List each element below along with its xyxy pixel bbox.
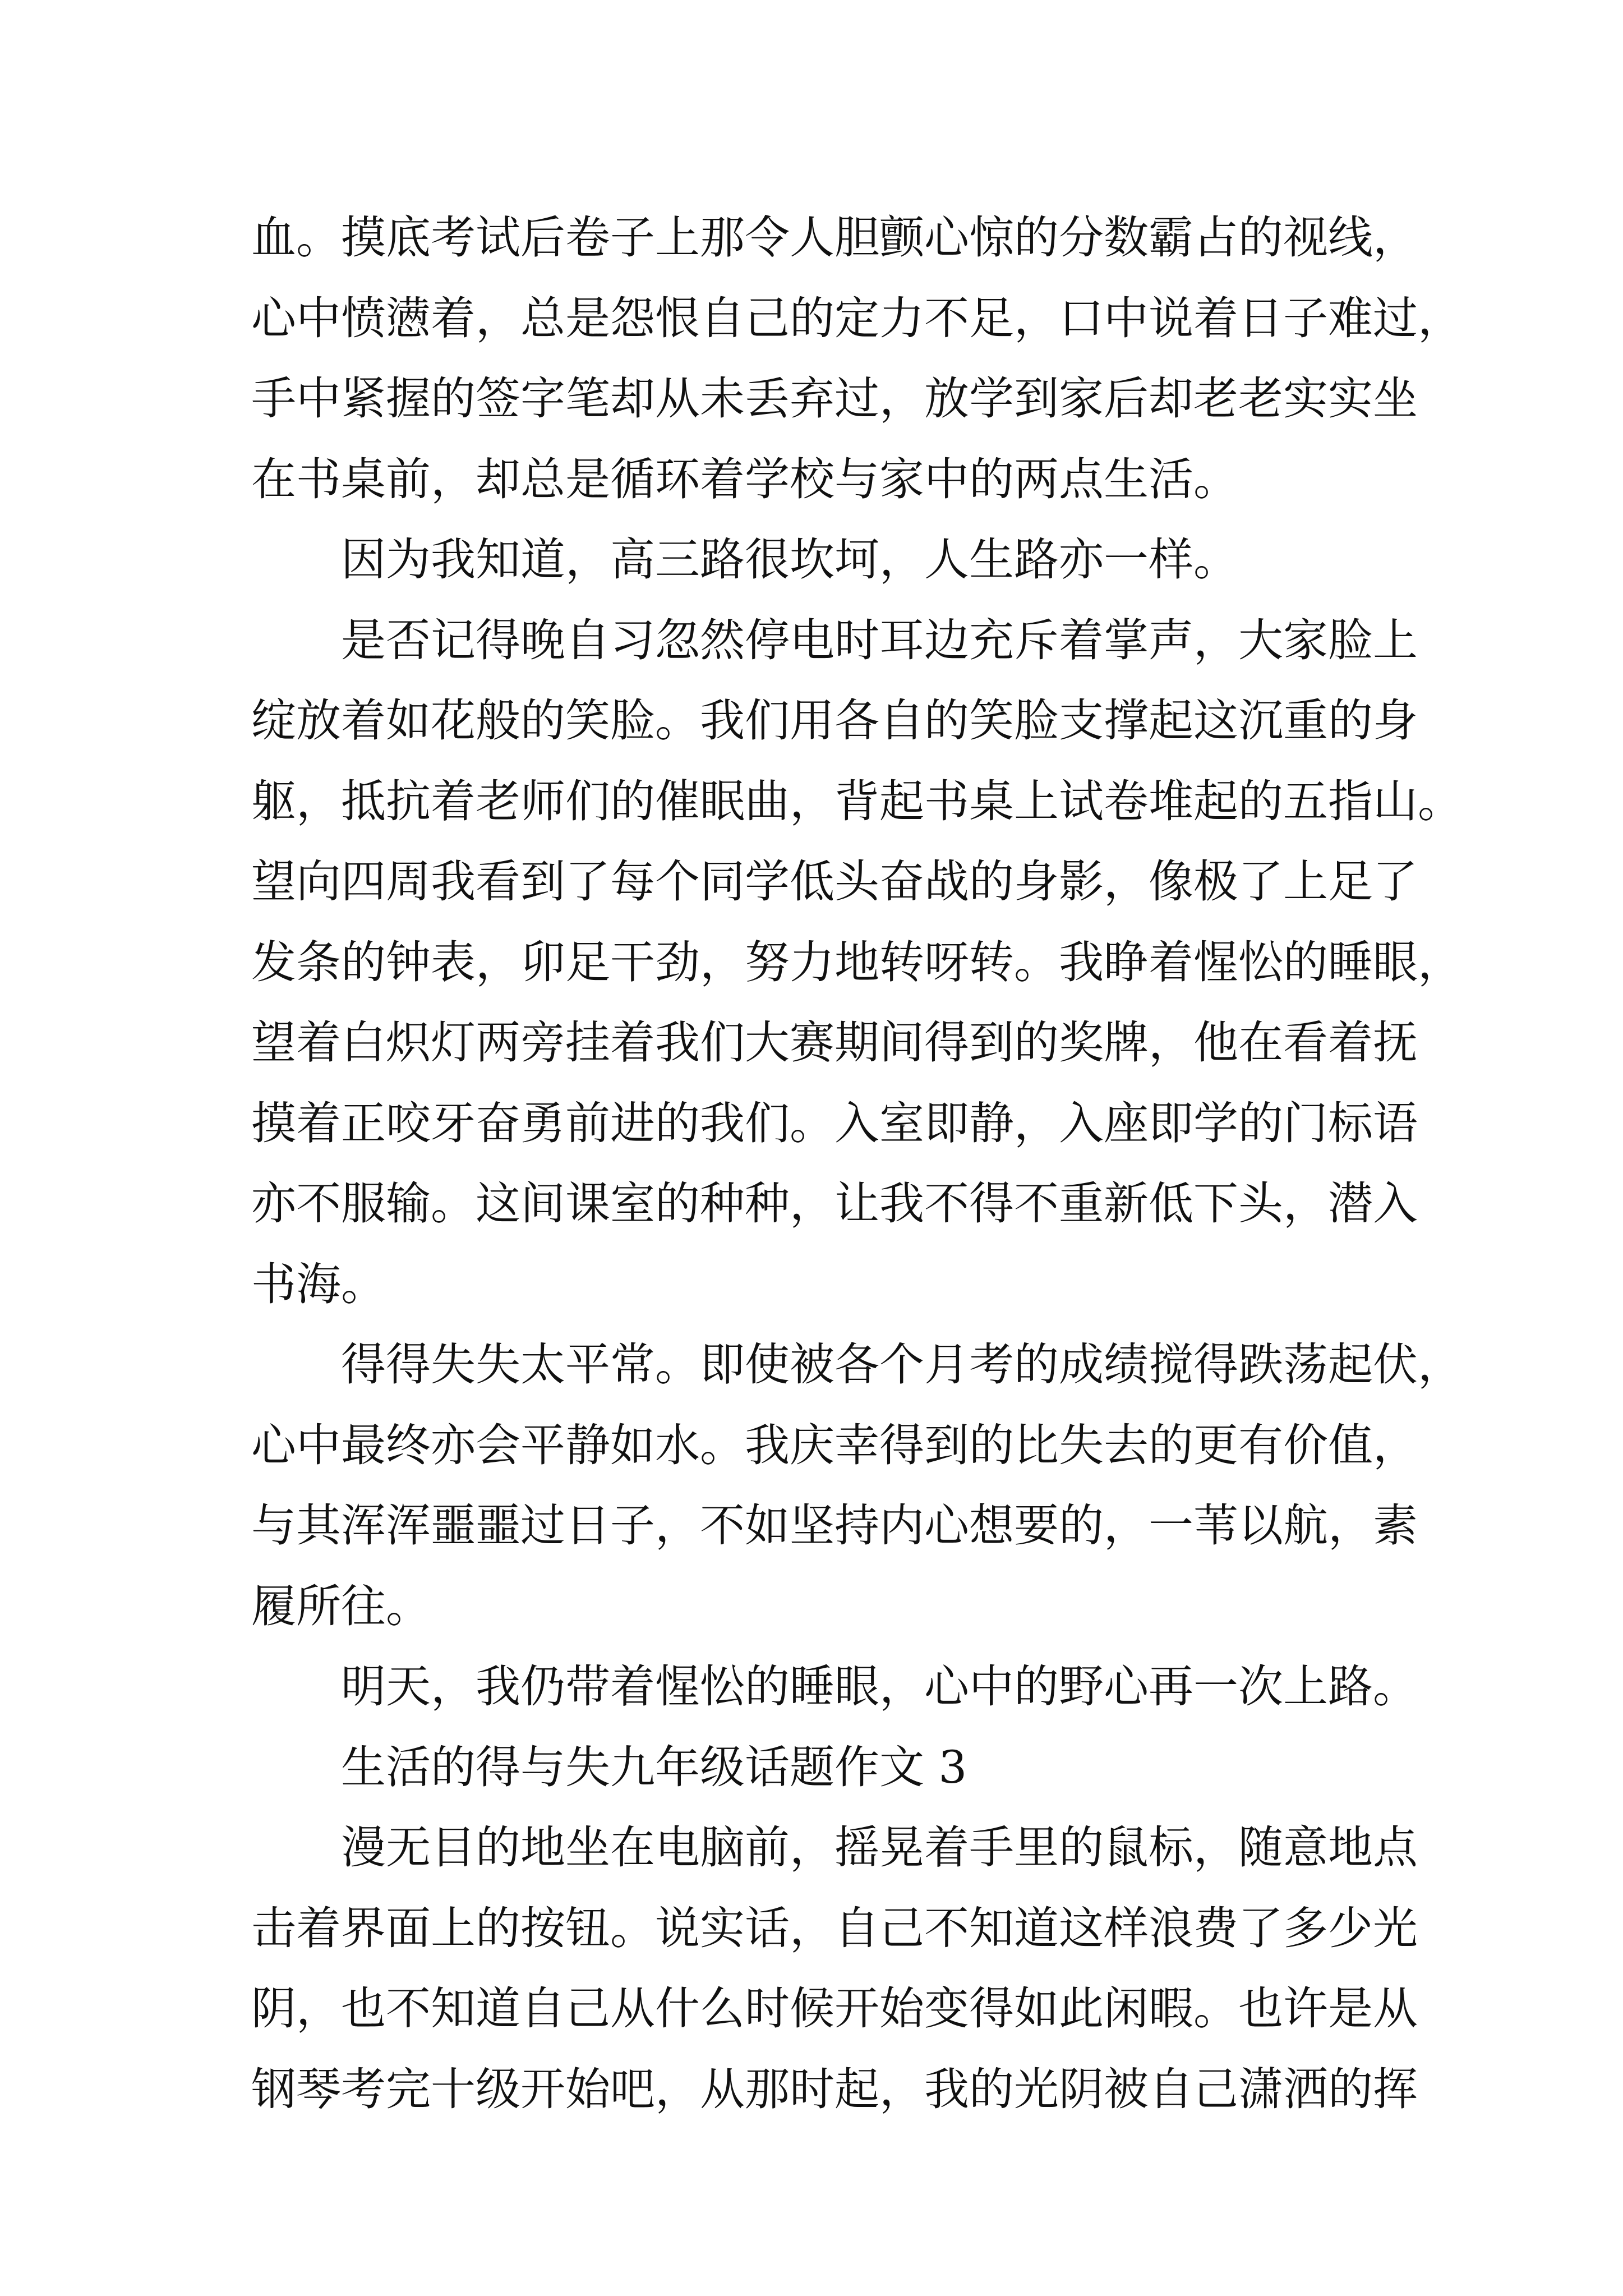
text-line: 发条的钟表，卯足干劲，努力地转呀转。我睁着惺忪的睡眼，	[251, 936, 1463, 988]
text-line: 血。摸底考试后卷子上那令人胆颤心惊的分数霸占的视线，	[251, 211, 1418, 264]
text-line: 手中紧握的签字笔却从未丢弃过，放学到家后却老老实实坐	[251, 372, 1418, 425]
text-line: 亦不服输。这间课室的种种，让我不得不重新低下头，潜入	[251, 1177, 1418, 1230]
text-line: 与其浑浑噩噩过日子，不如坚持内心想要的，一苇以航，素	[251, 1499, 1418, 1552]
text-line: 摸着正咬牙奋勇前进的我们。入室即静，入座即学的门标语	[251, 1097, 1418, 1149]
text-line: 击着界面上的按钮。说实话，自己不知道这样浪费了多少光	[251, 1902, 1418, 1954]
text-line: 明天，我仍带着惺忪的睡眼，心中的野心再一次上路。	[341, 1660, 1418, 1713]
text-line: 漫无目的地坐在电脑前，摇晃着手里的鼠标，随意地点	[341, 1821, 1418, 1874]
text-line: 得得失失太平常。即使被各个月考的成绩搅得跌荡起伏，	[341, 1338, 1463, 1391]
text-line: 心中愤懑着，总是怨恨自己的定力不足，口中说着日子难过，	[251, 292, 1463, 344]
body-text	[251, 197, 1463, 2129]
text-line: 望着白炽灯两旁挂着我们大赛期间得到的奖牌，他在看着抚	[251, 1016, 1418, 1069]
text-line: 因为我知道，高三路很坎坷，人生路亦一样。	[341, 533, 1238, 586]
text-line: 望向四周我看到了每个同学低头奋战的身影，像极了上足了	[251, 855, 1418, 908]
text-line: 钢琴考完十级开始吧，从那时起，我的光阴被自己潇洒的挥	[251, 2063, 1418, 2115]
text-line: 是否记得晚自习忽然停电时耳边充斥着掌声，大家脸上	[341, 614, 1418, 666]
text-line: 生活的得与失九年级话题作文 3	[341, 1741, 967, 1793]
text-line: 绽放着如花般的笑脸。我们用各自的笑脸支撑起这沉重的身	[251, 694, 1418, 747]
text-line: 履所往。	[251, 1580, 431, 1632]
text-line: 在书桌前，却总是循环着学校与家中的两点生活。	[251, 453, 1238, 505]
text-line: 书海。	[251, 1258, 386, 1310]
text-line: 阴，也不知道自己从什么时候开始变得如此闲暇。也许是从	[251, 1982, 1418, 2035]
text-line: 躯，抵抗着老师们的催眠曲，背起书桌上试卷堆起的五指山。	[251, 775, 1463, 827]
text-line: 心中最终亦会平静如水。我庆幸得到的比失去的更有价值，	[251, 1419, 1418, 1471]
